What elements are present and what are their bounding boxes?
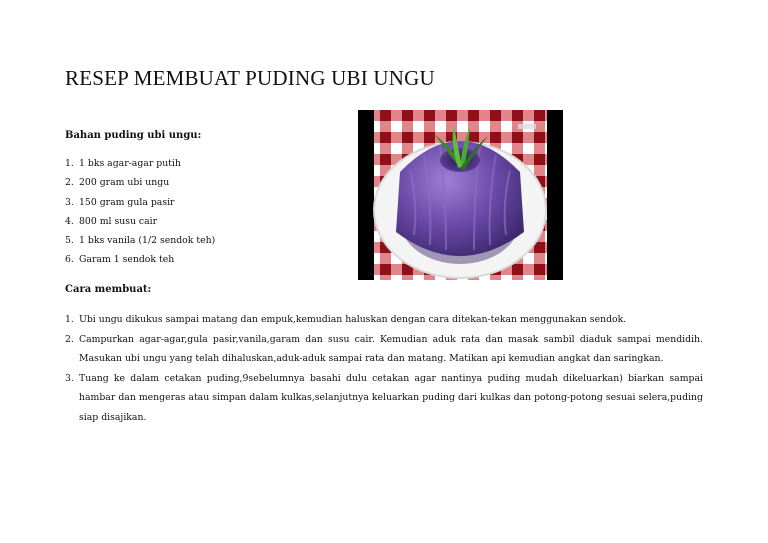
- list-number: 2.: [65, 333, 74, 345]
- step-text: Campurkan agar-agar,gula pasir,vanila,garam dan susu cair. Kemudian aduk rata dan masak sambil diaduk sampai mendidih. Masukan ubi ungu yang telah dihaluskan,aduk-aduk sampai rata dan matang. Matikan api kemudian angkat dan saringkan.: [79, 333, 703, 364]
- list-number: 3.: [65, 372, 74, 384]
- list-number: 3.: [65, 196, 74, 208]
- list-number: 4.: [65, 215, 74, 227]
- step-item: [65, 369, 703, 428]
- list-number: 6.: [65, 254, 74, 266]
- ingredient-item: [65, 234, 215, 253]
- ingredient-item: [65, 196, 215, 215]
- ingredient-item: [65, 215, 215, 234]
- ingredient-text: 1 bks vanila (1/2 sendok teh): [79, 235, 216, 247]
- pudding-illustration: [358, 110, 563, 280]
- step-item: [65, 310, 703, 330]
- list-number: 1.: [65, 314, 74, 325]
- ingredient-item: [65, 157, 215, 176]
- ingredient-text: Garam 1 sendok teh: [79, 254, 175, 266]
- ingredients-heading: Bahan puding ubi ungu:: [65, 130, 202, 141]
- page-title: RESEP MEMBUAT PUDING UBI UNGU: [65, 66, 435, 90]
- steps-heading: Cara membuat:: [65, 284, 152, 295]
- list-number: 2.: [65, 177, 74, 189]
- step-text: Ubi ungu dikukus sampai matang dan empuk,kemudian haluskan dengan cara ditekan-tekan menggunakan sendok.: [79, 314, 627, 325]
- ingredient-item: [65, 253, 215, 272]
- pudding-photo: [358, 110, 563, 280]
- step-item: [65, 330, 703, 369]
- list-number: 1.: [65, 158, 74, 169]
- ingredients-list: [65, 157, 215, 273]
- ingredient-text: 800 ml susu cair: [79, 215, 158, 227]
- step-text: Tuang ke dalam cetakan puding,9sebelumnya basahi dulu cetakan agar nantinya puding mudah dikeluarkan) biarkan sampai hambar dan mengeras atau simpan dalam kulkas,selanjutnya keluarkan puding dari kulkas dan potong-potong sesuai selera,puding siap disajikan.: [79, 372, 703, 423]
- ingredient-text: 200 gram ubi ungu: [79, 177, 170, 189]
- ingredient-text: 150 gram gula pasir: [79, 196, 175, 208]
- ingredient-item: [65, 176, 215, 195]
- watermark-mark: [518, 124, 536, 129]
- steps-list: [65, 310, 703, 427]
- list-number: 5.: [65, 235, 74, 247]
- ingredient-text: 1 bks agar-agar putih: [79, 158, 181, 169]
